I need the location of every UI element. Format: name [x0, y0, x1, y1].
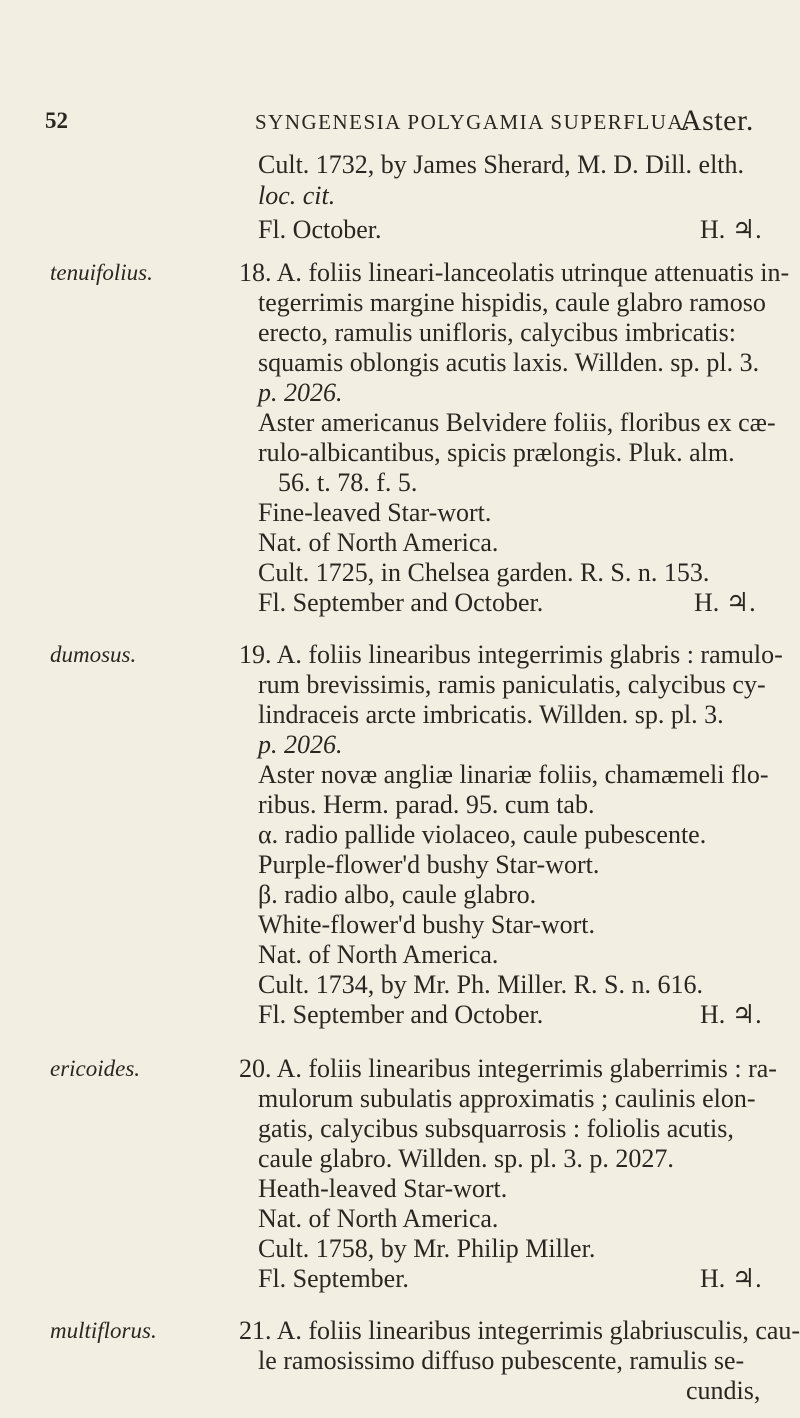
entry-line: Nat. of North America.: [258, 528, 499, 557]
entry-line: ribus. Herm. parad. 95. cum tab.: [258, 790, 595, 819]
genus-heading: Aster.: [680, 104, 754, 137]
entry-line: Aster americanus Belvidere foliis, floribus ex cæ-: [258, 408, 776, 437]
entry-line: rum brevissimis, ramis paniculatis, calycibus cy-: [258, 670, 766, 699]
entry-line: 21. A. foliis linearibus integerrimis glabriusculis, cau-: [239, 1316, 800, 1345]
running-header: [0, 104, 800, 148]
cont-hardiness: H. ♃.: [700, 215, 762, 244]
hardiness-symbol: H. ♃.: [694, 588, 756, 617]
entry-line: p. 2026.: [258, 378, 343, 407]
entry-line: 56. t. 78. f. 5.: [278, 468, 418, 497]
page-number: 52: [45, 108, 68, 133]
entry-line: 20. A. foliis linearibus integerrimis glaberrimis : ra-: [239, 1054, 777, 1083]
entry-line: β. radio albo, caule glabro.: [258, 880, 537, 909]
running-title: SYNGENESIA POLYGAMIA SUPERFLUA.: [255, 110, 691, 134]
entry-line: squamis oblongis acutis laxis. Willden. sp. pl. 3.: [258, 348, 760, 377]
entry-line: erecto, ramulis unifloris, calycibus imbricatis:: [258, 318, 736, 347]
entry-line: Cult. 1758, by Mr. Philip Miller.: [258, 1234, 596, 1263]
entry-line: lindraceis arcte imbricatis. Willden. sp. pl. 3.: [258, 700, 724, 729]
entry-line: cundis,: [686, 1376, 761, 1405]
entry-line: p. 2026.: [258, 730, 343, 759]
cont-cult-line: Cult. 1732, by James Sherard, M. D. Dill. elth.: [258, 150, 745, 179]
entry-line: mulorum subulatis approximatis ; caulinis elon-: [258, 1084, 756, 1113]
entry-line: Fl. September and October.: [258, 1000, 544, 1029]
entry-line: Heath-leaved Star-wort.: [258, 1174, 508, 1203]
entry-line: rulo-albicantibus, spicis prælongis. Pluk. alm.: [258, 438, 735, 467]
entry-line: Aster novæ angliæ linariæ foliis, chamæmeli flo-: [258, 760, 769, 789]
entry-line: Cult. 1725, in Chelsea garden. R. S. n. 153.: [258, 558, 710, 587]
entry-line: caule glabro. Willden. sp. pl. 3. p. 2027.: [258, 1144, 674, 1173]
hardiness-symbol: H. ♃.: [700, 1264, 762, 1293]
entry-line: Cult. 1734, by Mr. Ph. Miller. R. S. n. 616.: [258, 970, 703, 999]
entry-line: Fl. September and October.: [258, 588, 544, 617]
entry-line: 18. A. foliis lineari-lanceolatis utrinque attenuatis in-: [239, 258, 790, 287]
cont-flowering: Fl. October.: [258, 215, 382, 244]
entry-line: White-flower'd bushy Star-wort.: [258, 910, 596, 939]
entry-line: le ramosissimo diffuso pubescente, ramulis se-: [258, 1346, 745, 1375]
species-margin-name: dumosus.: [50, 642, 137, 667]
entry-line: Fl. September.: [258, 1264, 409, 1293]
entry-line: tegerrimis margine hispidis, caule glabro ramoso: [258, 288, 766, 317]
species-margin-name: ericoides.: [50, 1056, 141, 1081]
cont-cult-line-2: loc. cit.: [258, 181, 336, 210]
entry-line: Purple-flower'd bushy Star-wort.: [258, 850, 600, 879]
entry-line: Fine-leaved Star-wort.: [258, 498, 492, 527]
entry-line: Nat. of North America.: [258, 1204, 499, 1233]
species-margin-name: multiflorus.: [50, 1318, 157, 1343]
species-margin-name: tenuifolius.: [50, 260, 153, 285]
hardiness-symbol: H. ♃.: [700, 1000, 762, 1029]
entry-line: gatis, calycibus subsquarrosis : foliolis acutis,: [258, 1114, 734, 1143]
entry-line: α. radio pallide violaceo, caule pubescente.: [258, 820, 707, 849]
entry-line: Nat. of North America.: [258, 940, 499, 969]
entry-line: 19. A. foliis linearibus integerrimis glabris : ramulo-: [239, 640, 783, 669]
